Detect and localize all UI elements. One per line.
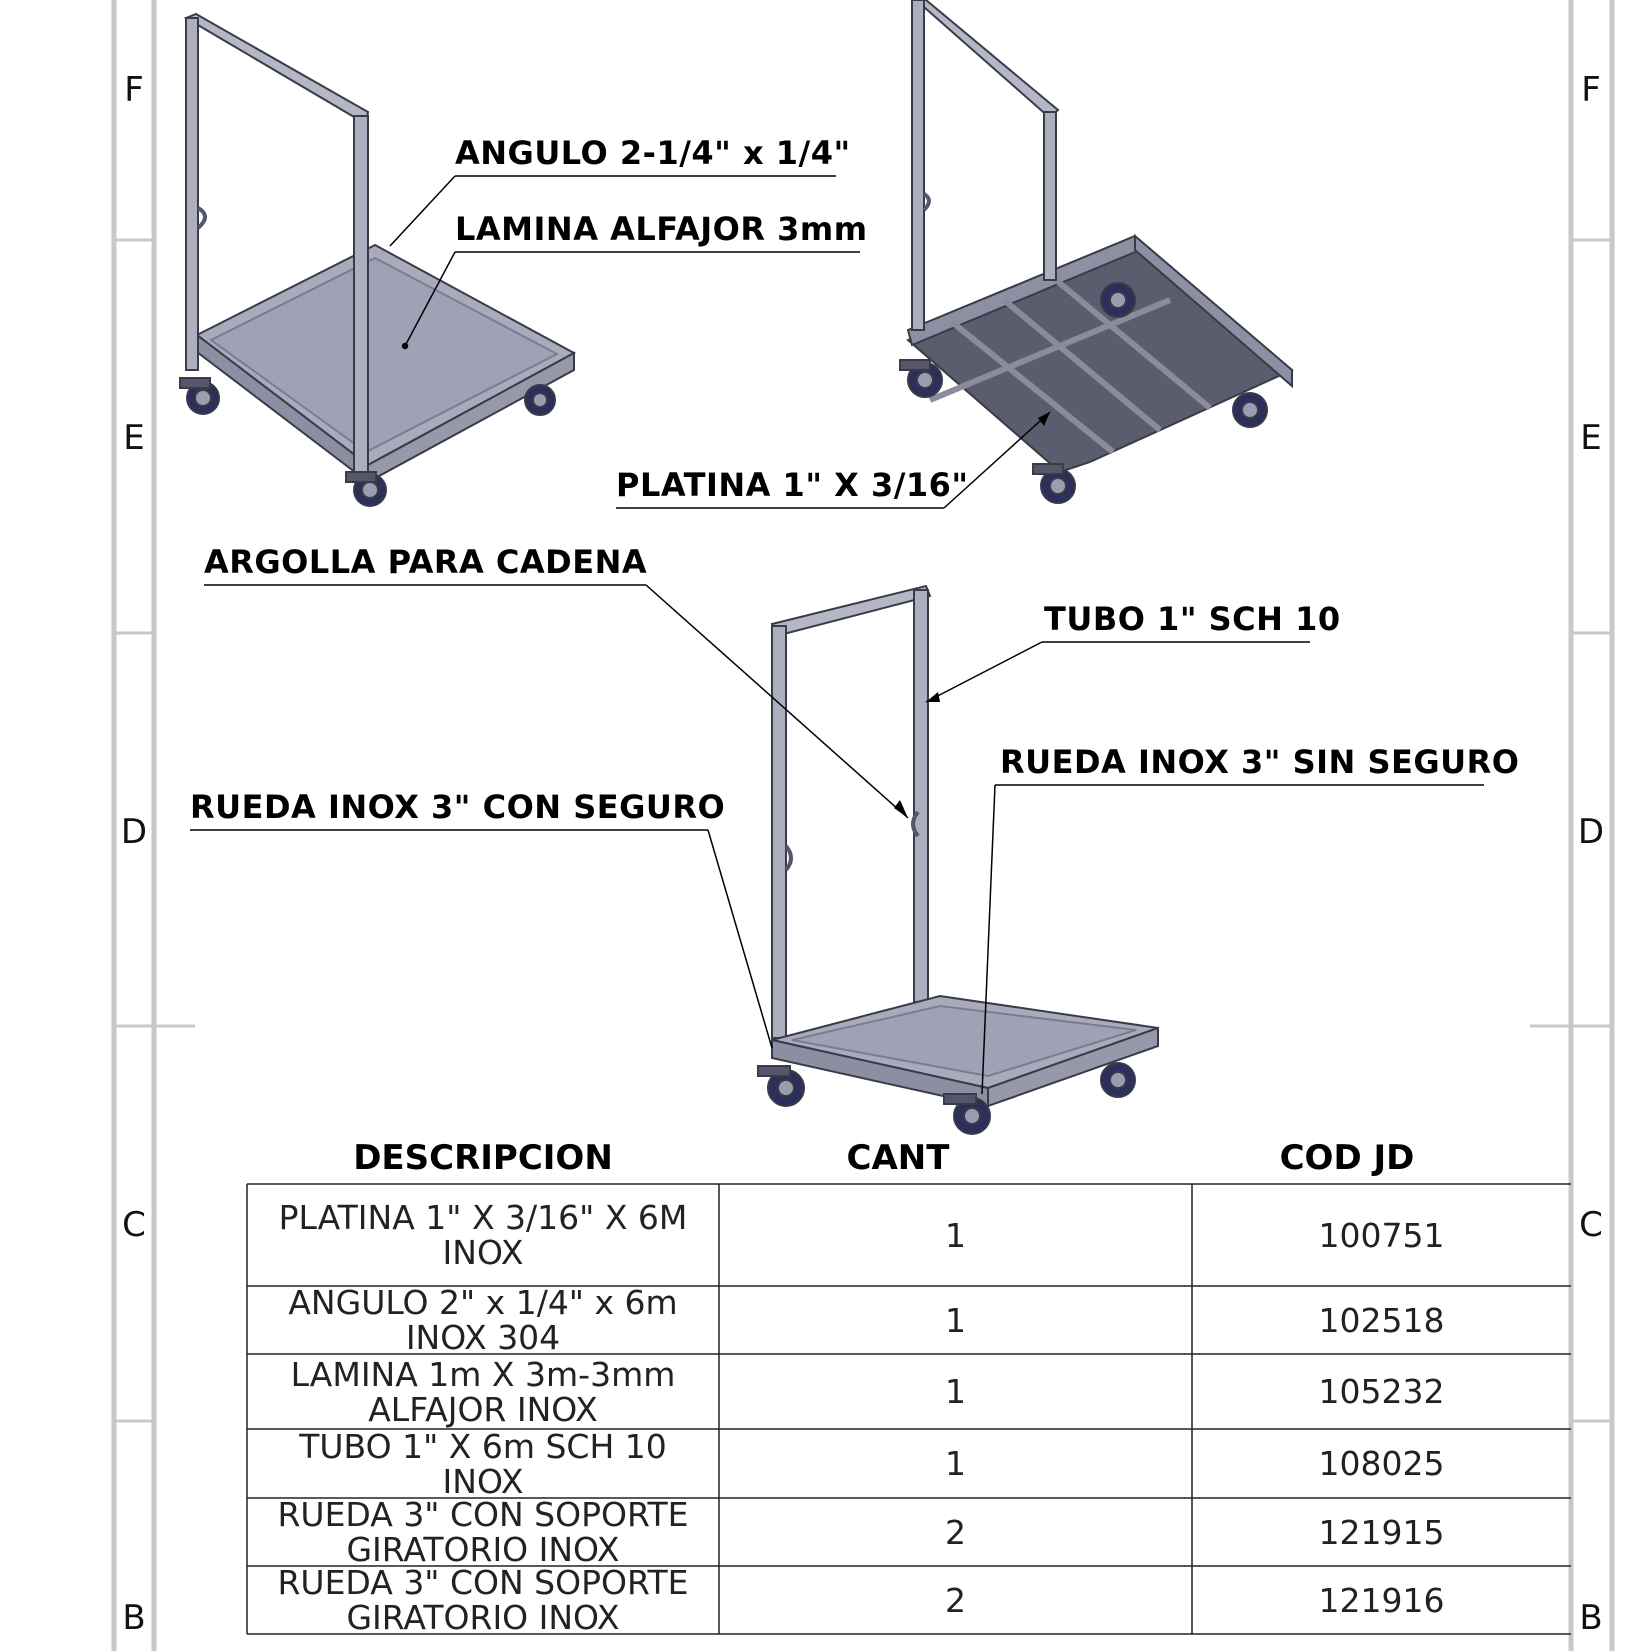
bom-desc-line1: RUEDA 3" CON SOPORTE bbox=[277, 1495, 689, 1534]
zone-letter-right-f: F bbox=[1581, 70, 1601, 110]
bom-cell-cant: 2 bbox=[945, 1512, 966, 1552]
callout-tubo: TUBO 1" SCH 10 bbox=[1044, 600, 1341, 638]
bom-header-cant: CANT bbox=[846, 1138, 950, 1178]
bom-cell-cant: 1 bbox=[945, 1444, 966, 1483]
bom-cell-cant: 1 bbox=[945, 1300, 966, 1340]
cart-view-top-left bbox=[180, 14, 574, 506]
cart-view-center bbox=[758, 586, 1158, 1134]
wheel bbox=[1101, 283, 1135, 317]
wheel bbox=[1233, 393, 1267, 427]
bom-desc-line1: LAMINA 1m X 3m-3mm bbox=[290, 1354, 676, 1394]
callout-rueda-con-seguro: RUEDA INOX 3" CON SEGURO bbox=[190, 788, 726, 826]
bom-desc-line1: RUEDA 3" CON SOPORTE bbox=[277, 1563, 689, 1602]
bom-cell-cant: 2 bbox=[945, 1580, 966, 1620]
bom-desc-line2: GIRATORIO INOX bbox=[346, 1598, 620, 1637]
bom-desc-line1: TUBO 1" X 6m SCH 10 bbox=[299, 1426, 667, 1466]
wheel bbox=[346, 472, 386, 506]
callout-platina: PLATINA 1" X 3/16" bbox=[616, 466, 969, 504]
bom-cell-desc bbox=[247, 1184, 719, 1286]
callout-argolla: ARGOLLA PARA CADENA bbox=[204, 543, 648, 581]
bom-cell-desc bbox=[247, 1354, 719, 1429]
wheel bbox=[1101, 1063, 1135, 1097]
bom-desc-line2: GIRATORIO INOX bbox=[346, 1530, 620, 1569]
zone-letter-right-d: D bbox=[1577, 812, 1605, 852]
bom-header-descripcion: DESCRIPCION bbox=[353, 1138, 613, 1178]
bom-cell-cod: 105232 bbox=[1318, 1372, 1445, 1411]
cart-view-top-right bbox=[900, 0, 1292, 503]
bom-cell-cod: 121916 bbox=[1318, 1580, 1445, 1620]
zone-letter-right-e: E bbox=[1580, 418, 1602, 458]
zone-letter-left-c: C bbox=[122, 1205, 146, 1245]
zone-letter-left-b: B bbox=[122, 1598, 146, 1638]
bom-desc-line2: INOX bbox=[442, 1233, 524, 1272]
bom-desc-line2: ALFAJOR INOX bbox=[368, 1389, 598, 1429]
zone-letter-left-d: D bbox=[120, 812, 148, 852]
zone-letter-left-e: E bbox=[123, 418, 145, 458]
bom-desc-line1: PLATINA 1" X 3/16" X 6M bbox=[278, 1198, 688, 1237]
wheel bbox=[900, 360, 942, 397]
bom-cell-cant: 1 bbox=[945, 1372, 966, 1411]
bom-desc-line1: ANGULO 2" x 1/4" x 6m bbox=[288, 1283, 678, 1322]
bom-cell-desc bbox=[247, 1563, 719, 1637]
callout-rueda-sin-seguro: RUEDA INOX 3" SIN SEGURO bbox=[1000, 743, 1520, 781]
wheel bbox=[758, 1066, 804, 1106]
wheel bbox=[180, 378, 219, 414]
bom-header-cod: COD JD bbox=[1279, 1138, 1415, 1178]
callout-lamina: LAMINA ALFAJOR 3mm bbox=[455, 210, 868, 248]
bom-cell-cod: 100751 bbox=[1318, 1215, 1445, 1255]
bom-cell-cod: 102518 bbox=[1318, 1300, 1445, 1340]
wheel bbox=[525, 385, 555, 415]
zone-letter-left-f: F bbox=[124, 70, 144, 110]
bom-cell-cod: 121915 bbox=[1318, 1512, 1445, 1552]
bom-cell-cant: 1 bbox=[945, 1215, 966, 1255]
bom-cell-desc bbox=[247, 1495, 719, 1569]
bom-cell-desc bbox=[247, 1426, 719, 1501]
bom-cell-desc bbox=[247, 1283, 719, 1357]
bom-desc-line2: INOX 304 bbox=[405, 1318, 561, 1357]
zone-letter-right-c: C bbox=[1579, 1205, 1603, 1245]
bom-desc-line2: INOX bbox=[442, 1461, 524, 1501]
callout-angulo: ANGULO 2-1/4" x 1/4" bbox=[455, 134, 851, 172]
zone-letter-right-b: B bbox=[1579, 1598, 1603, 1638]
bom-cell-cod: 108025 bbox=[1318, 1444, 1445, 1483]
